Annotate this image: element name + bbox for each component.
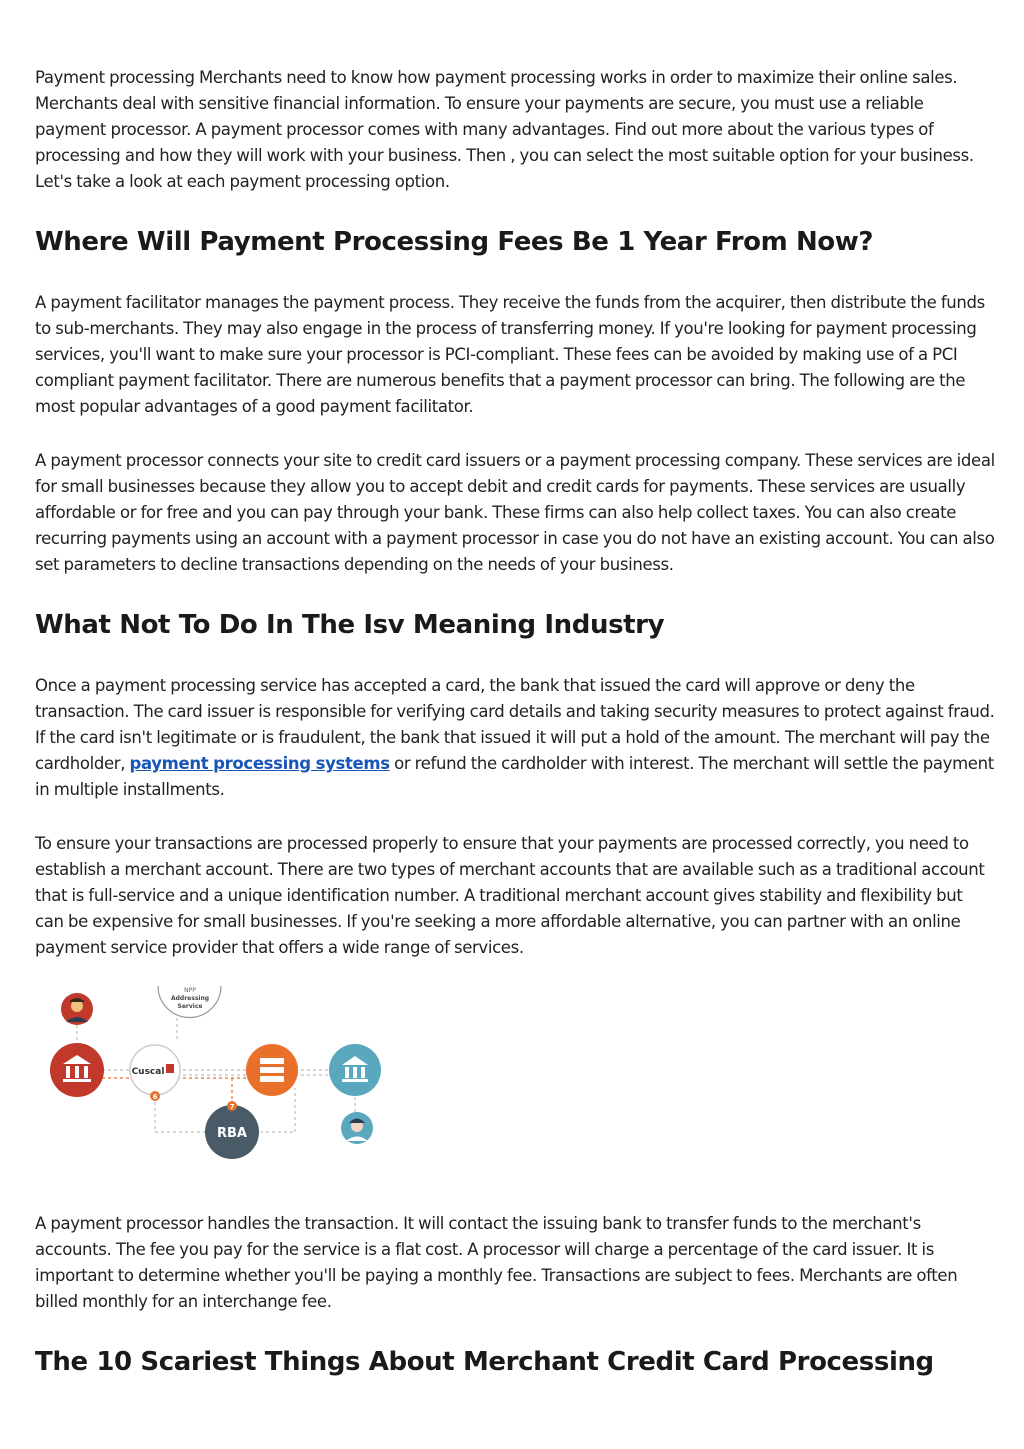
processor-paragraph: A payment processor connects your site to credit card issuers or a payment processing company. These services are ideal for small businesses because they allow you to accept debit and credit cards for payments. These services are usually affordable or for free and you can pay through your bank. These firms can also help collect taxes. You can also create recurring payments using an account with a payment processor in case you do not have an existing account. You can also set parameters to decline transactions depending on the needs of your business. bbox=[35, 451, 995, 574]
person-avatar-bottom-right bbox=[341, 1112, 373, 1144]
cuscal-node bbox=[130, 1045, 180, 1095]
svg-text:6: 6 bbox=[152, 1093, 158, 1101]
payment-network-diagram bbox=[40, 982, 382, 1164]
section-heading-isv: What Not To Do In The Isv Meaning Industry bbox=[35, 610, 665, 640]
merchant-account-paragraph: To ensure your transactions are processed properly to ensure that your payments are processed correctly, you need to establish a merchant account. There are two types of merchant accounts that are available such as a traditional account that is full-service and a unique identification number. A traditional merchant account gives stability and flexibility but can be expensive for small businesses. If you're seeking a more affordable alternative, you can partner with an online payment service provider that offers a wide range of services. bbox=[35, 834, 985, 957]
card-issuer-text-start: Once a payment processing service has accepted a card, the bank that issued the card will approve or deny the transaction. The card issuer is responsible for verifying card details and taking security measures to protect against fraud. If the card isn't legitimate or is fraudulent, the bank that issued it will put a hold of the amount. The merchant will pay the cardholder, bbox=[35, 676, 995, 773]
processor-fees-paragraph: A payment processor handles the transaction. It will contact the issuing bank to transfer funds to the merchant's accounts. The fee you pay for the service is a flat cost. A processor will charge a percentage of the card issuer. It is important to determine whether you'll be paying a monthly fee. Transactions are subject to fees. Merchants are often billed monthly for an interchange fee. bbox=[35, 1214, 958, 1311]
rba-node bbox=[205, 1105, 259, 1159]
facilitator-paragraph: A payment facilitator manages the payment process. They receive the funds from the acquirer, then distribute the funds to sub-merchants. They may also engage in the process of transferring money. If you're looking for payment processing services, you'll want to make sure your processor is PCI-compliant. These fees can be avoided by making use of a PCI compliant payment facilitator. There are numerous benefits that a payment processor can bring. The following are the most popular advantages of a good payment facilitator. bbox=[35, 293, 985, 416]
card-issuer-paragraph bbox=[35, 673, 995, 803]
payment-processing-systems-link[interactable]: payment processing systems bbox=[129, 754, 390, 773]
person-avatar-top-left bbox=[61, 993, 93, 1025]
step-badge-6 bbox=[150, 1091, 160, 1101]
bank-node-teal bbox=[329, 1044, 381, 1096]
server-node-orange bbox=[246, 1044, 298, 1096]
section-heading-fees: Where Will Payment Processing Fees Be 1 Year From Now? bbox=[35, 227, 874, 257]
server-icon bbox=[260, 1058, 284, 1082]
card-issuer-text-end: or refund the cardholder with interest. The merchant will settle the payment in multiple installments. bbox=[35, 754, 994, 799]
bank-node-red bbox=[50, 1043, 104, 1097]
rba-label: RBA bbox=[217, 1126, 247, 1141]
section-heading-merchant: The 10 Scariest Things About Merchant Credit Card Processing bbox=[35, 1347, 934, 1377]
npp-label-line2: Addressing bbox=[170, 995, 210, 1002]
cuscal-logo-mark bbox=[166, 1064, 174, 1073]
intro-paragraph: Payment processing Merchants need to know how payment processing works in order to maximize their online sales. Merchants deal with sensitive financial information. To ensure your payments are secure, you must use a reliable payment processor. A payment processor comes with many advantages. Find out more about the various types of processing and how they will work with your business. Then , you can select the most suitable option for your business. Let's take a look at each payment processing option. bbox=[35, 68, 974, 191]
cuscal-label: Cuscal bbox=[131, 1067, 165, 1077]
npp-addressing-service-node bbox=[158, 986, 221, 1018]
npp-label-line3: Service bbox=[177, 1003, 203, 1010]
step-badge-7 bbox=[227, 1101, 237, 1111]
npp-label-line1: NPP bbox=[184, 987, 196, 994]
svg-text:7: 7 bbox=[229, 1103, 235, 1111]
